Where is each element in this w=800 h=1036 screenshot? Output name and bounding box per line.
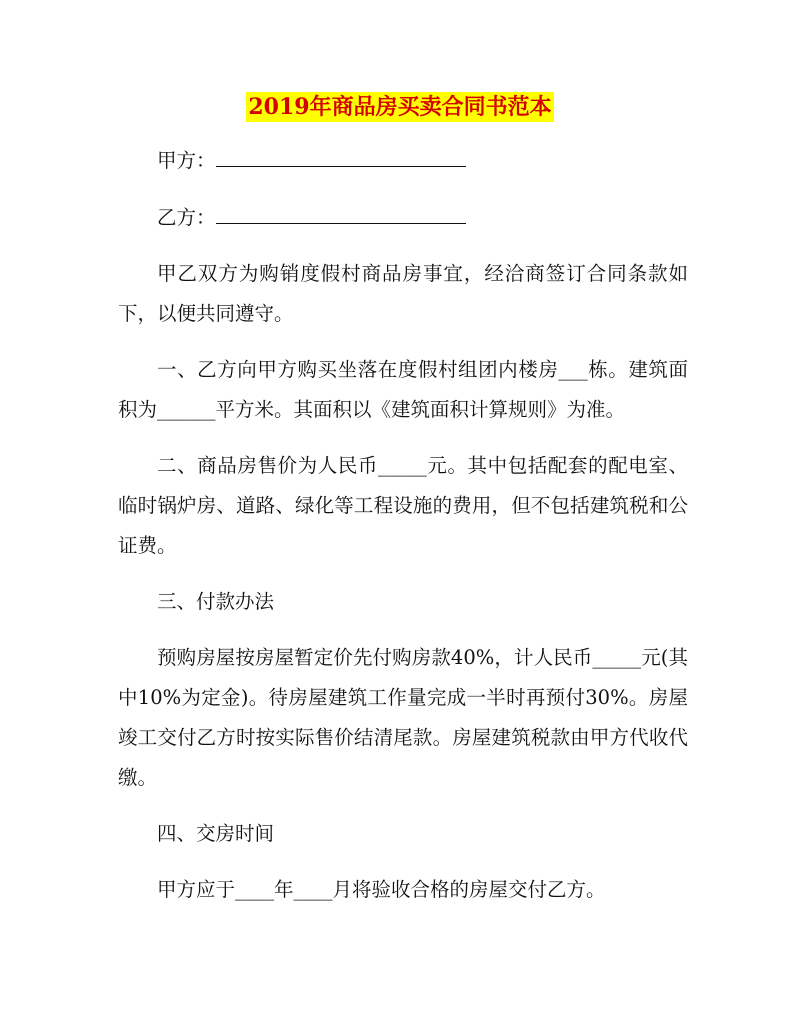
party-b-line xyxy=(118,197,688,238)
paragraph-intro: 甲乙双方为购销度假村商品房事宜，经洽商签订合同条款如下，以便共同遵守。 xyxy=(118,262,688,325)
heading-clause-3: 三、付款办法 xyxy=(157,590,275,613)
paragraph-payment: 预购房屋按房屋暂定价先付购房款40%，计人民币_____元(其中10%为定金)。待房屋建筑工作量完成一半时再预付30%。房屋竣工交付乙方时按实际售价结清尾款。房屋建筑税款由甲方代收代缴。 xyxy=(118,646,688,789)
paragraph-clause-1: 一、乙方向甲方购买坐落在度假村组团内楼房___栋。建筑面积为______平方米。其面积以《建筑面积计算规则》为准。 xyxy=(118,358,688,421)
party-b-blank xyxy=(216,197,466,224)
party-a-blank xyxy=(216,140,466,167)
party-b-label: 乙方： xyxy=(157,206,216,229)
heading-clause-4: 四、交房时间 xyxy=(157,822,275,845)
paragraph-clause-2: 二、商品房售价为人民币_____元。其中包括配套的配电室、临时锅炉房、道路、绿化等工程设施的费用，但不包括建筑税和公证费。 xyxy=(118,454,688,557)
document-body xyxy=(118,140,688,926)
document-title: 2019年商品房买卖合同书范本 xyxy=(248,94,552,120)
party-a-label: 甲方： xyxy=(157,149,216,172)
paragraph-delivery: 甲方应于____年____月将验收合格的房屋交付乙方。 xyxy=(157,878,606,901)
title-container xyxy=(0,92,800,122)
party-a-line xyxy=(118,140,688,181)
